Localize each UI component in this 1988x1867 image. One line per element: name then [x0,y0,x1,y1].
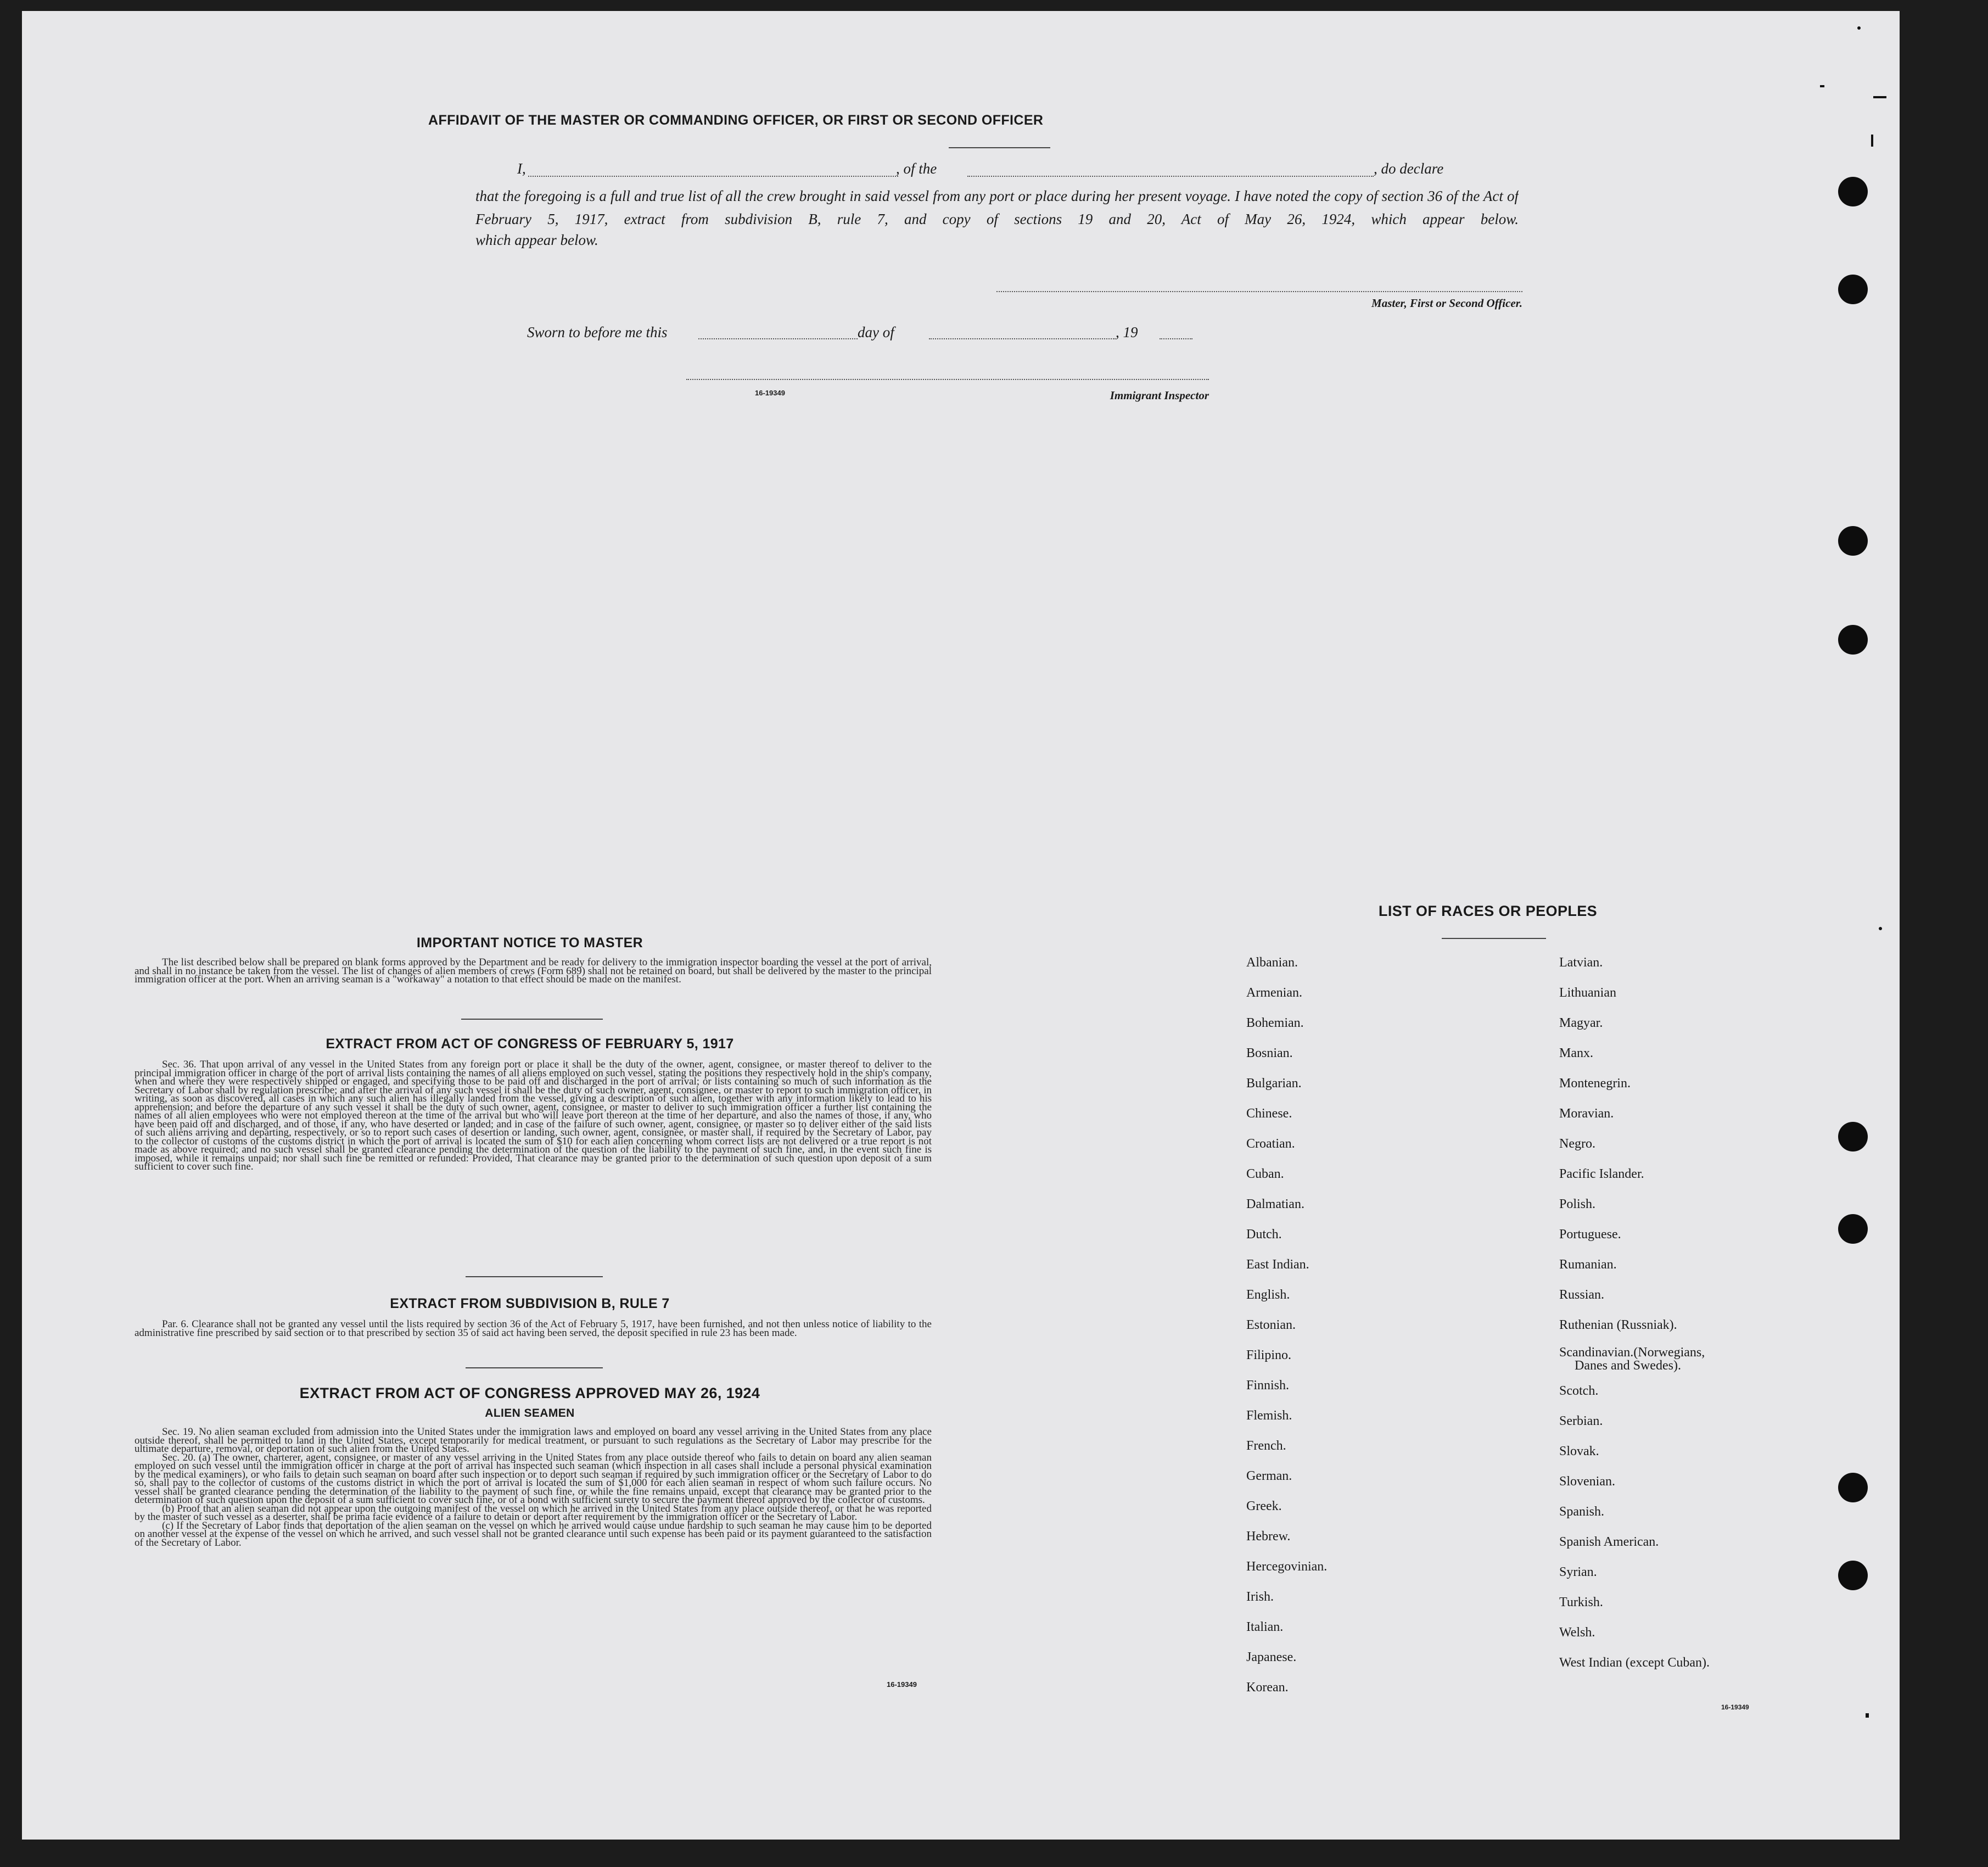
race-item: Montenegrin. [1559,1076,1631,1091]
race-item: Spanish American. [1559,1535,1659,1549]
race-item: Ruthenian (Russniak). [1559,1318,1677,1332]
extract-rule7-title: EXTRACT FROM SUBDIVISION B, RULE 7 [390,1296,670,1311]
race-item: Rumanian. [1559,1257,1617,1272]
punch-hole [1838,625,1868,655]
race-item: Albanian. [1246,955,1298,970]
races-right-column [1559,948,1710,1678]
race-item: Hercegovinian. [1246,1559,1328,1574]
affidavit-i-label: I, [517,160,526,177]
race-item: Armenian. [1246,986,1302,1000]
race-item: Syrian. [1559,1565,1597,1579]
race-item: German. [1246,1469,1292,1483]
punch-hole [1838,275,1868,304]
race-item: Portuguese. [1559,1227,1621,1242]
sworn-year: , 19 [1116,324,1138,340]
race-item: Filipino. [1246,1348,1292,1362]
divider [949,147,1050,148]
punch-hole [1838,1561,1868,1590]
race-item: Cuban. [1246,1167,1284,1181]
affidavit-declaration-line [475,160,1520,185]
races-title: LIST OF RACES OR PEOPLES [1378,903,1598,919]
race-item: Japanese. [1246,1650,1297,1664]
race-item: Dalmatian. [1246,1197,1304,1211]
signature-label: Master, First or Second Officer. [1371,297,1522,310]
race-item: Dutch. [1246,1227,1282,1242]
race-item: Bosnian. [1246,1046,1293,1060]
race-item: Croatian. [1246,1137,1295,1151]
race-item: Scotch. [1559,1384,1599,1398]
race-item [1559,1340,1710,1376]
race-item: Flemish. [1246,1408,1292,1423]
notice-text: The list described below shall be prepared on blank forms approved by the Department and be ready for delivery to the immigration inspector boarding the vessel at the port of arrival, and shall in no instance be taken from the vessel. The list of changes of alien members of crews (Form 689) shall not be retained on board, but shall be delivered by the master to the principal immigration officer at the port. When an arriving seaman is a "workaway" a notation to that effect should be made on the manifest. [135,957,932,985]
races-left-column [1246,948,1327,1703]
divider [1442,938,1546,939]
race-item: Greek. [1246,1499,1282,1513]
form-number: 16-19349 [1721,1703,1749,1711]
vessel-blank[interactable] [967,174,1374,177]
race-item: French. [1246,1439,1286,1453]
notice-title: IMPORTANT NOTICE TO MASTER [416,935,643,951]
race-item: Finnish. [1246,1378,1290,1393]
divider [466,1276,603,1277]
section-20a: Sec. 20. (a) The owner, charterer, agent, consignee, or master of any vessel arriving in the United States from any place outside thereof who fails to detain on board any alien seaman employed on such vessel until the immigration officer in charge at the port of arrival has inspected such seaman (which inspection in all cases shall include a personal physical examination by the medical examiners), or who fails to detain such seaman on board after such inspection or to deport such seaman if required by such immigration officer or the Secretary of Labor to do so, shall pay to the collector of customs of the customs district in which the port of arrival is located the sum of $1,000 for each alien seaman in respect of whom such failure occurs. No vessel shall be granted clearance pending the determination of the liability to the payment of such fine, or while the fine remains unpaid, except that clearance may be granted prior to the determination of such question upon the deposit of a sum sufficient to cover such fine, or of a bond with sufficient surety to secure the payment thereof approved by the collector of customs. [135,1451,932,1506]
race-item-continuation: Danes and Swedes). [1575,1359,1681,1373]
race-item: English. [1246,1288,1290,1302]
race-item: Latvian. [1559,955,1603,970]
race-item: Magyar. [1559,1016,1603,1030]
inspector-label: Immigrant Inspector [1110,389,1209,402]
extract-1917-title: EXTRACT FROM ACT OF CONGRESS OF FEBRUARY 5, 1917 [326,1036,734,1052]
extract-1924-title: EXTRACT FROM ACT OF CONGRESS APPROVED MAY 26, 1924 [299,1385,760,1401]
race-item: Lithuanian [1559,986,1616,1000]
race-item: Slovenian. [1559,1474,1615,1489]
edge-speck [1879,927,1882,930]
punch-hole [1838,1214,1868,1244]
affidavit-title: AFFIDAVIT OF THE MASTER OR COMMANDING OFFICER, OR FIRST OR SECOND OFFICER [428,113,1044,128]
year-blank[interactable] [1160,336,1192,339]
day-blank[interactable] [698,336,858,339]
sworn-prefix: Sworn to before me this [527,324,668,340]
punch-hole [1838,1122,1868,1151]
edge-speck [1866,1713,1869,1718]
extract-1917-text: Sec. 36. That upon arrival of any vessel in the United States from any foreign port or place it shall be the duty of the owner, agent, consignee, or master thereof to deliver to the principal immigration officer in charge of the port of arrival lists containing the names of all aliens employed on such vessel, stating the positions they respectively hold in the ship's company, when and where they were respectively shipped or engaged, and specifying those to be paid off and discharged in the port of arrival; or lists containing so much of such information as the Secretary of Labor shall by regulation prescribe; and after the arrival of any such vessel it shall be the duty of such owner, agent, consignee, or master to report to such immigration officer, in writing, as soon as discovered, all cases in which any such alien has illegally landed from the vessel, giving a description of such alien, together with any information likely to lead to his apprehension; and before the departure of any such vessel it shall be the duty of such owner, agent, consignee, or master to deliver to such immigration officer a further list containing the names of all alien employees who were not employed thereon at the time of the arrival but who will leave port thereon at the time of her departure, and also the names of those, if any, who have been paid off and discharged, and of those, if any, who have deserted or landed; and in case of the failure of such owner, agent, consignee, or master so to deliver either of the said lists of such aliens arriving and departing, respectively, or so to report such cases of desertion or landing, such owner, agent, consignee, or master shall, if required by the Secretary of Labor, pay to the collector of customs of the customs district in which the port of arrival is located the sum of $10 for each alien concerning whom correct lists are not delivered or a true report is not made as above required; and no such vessel shall be granted clearance pending the determination of the question of the liability to the payment of such fine, and, in the event such fine is imposed, while it remains unpaid; nor shall such fine be remitted or refunded: Provided, That clearance may be granted prior to the determination of such question upon deposit of a sum sufficient to cover such fine. [135,1059,932,1172]
race-item: Moravian. [1559,1106,1614,1121]
sworn-line [527,324,1219,346]
edge-speck [1873,96,1886,98]
race-item: Spanish. [1559,1505,1605,1519]
race-item: Hebrew. [1246,1529,1291,1544]
race-item: Manx. [1559,1046,1593,1060]
edge-speck [1820,85,1824,87]
inspector-signature-line[interactable] [686,379,1209,380]
extract-rule7-text: Par. 6. Clearance shall not be granted any vessel until the lists required by section 36 of the Act of February 5, 1917, have been furnished, and not then unless notice of liability to the administrative fine prescribed by said section or to that prescribed by section 35 of said act having been served, the deposit specified in rule 23 has been made. [135,1318,932,1339]
race-item: Slovak. [1559,1444,1599,1458]
race-item: Turkish. [1559,1595,1603,1609]
punch-hole [1838,1473,1868,1502]
race-item: Italian. [1246,1620,1284,1634]
month-blank[interactable] [929,336,1116,339]
affidavit-body-end: which appear below. [475,232,598,248]
affidavit-declare-label: , do declare [1374,160,1444,177]
race-item: Korean. [1246,1680,1289,1695]
divider [466,1367,603,1368]
signature-line[interactable] [996,291,1522,292]
section-20c: (c) If the Secretary of Labor finds that deportation of the alien seaman on the vessel on which he arrived would cause undue hardship to such seaman he may cause him to be deported on another vessel at the expense of the vessel on which he arrived, and such vessel shall not be granted clearance until such expense has been paid or its payment guaranteed to the satisfaction of the Secretary of Labor. [135,1519,932,1549]
affidavit-body: that the foregoing is a full and true list of all the crew brought in said vessel from any port or place during her present voyage. I have noted the copy of section 36 of the Act of February 5, 1917, extract from subdivision B, rule 7, and copy of sections 19 and 20, Act of May 26, 1924, which appear below. [475,188,1519,227]
race-item: Welsh. [1559,1625,1595,1640]
race-item: Estonian. [1246,1318,1296,1332]
race-item: Bohemian. [1246,1016,1304,1030]
extract-1924-subtitle: ALIEN SEAMEN [485,1407,575,1419]
race-item: Bulgarian. [1246,1076,1302,1091]
name-blank[interactable] [528,174,898,177]
affidavit-of-the-label: , of the [896,160,937,177]
edge-speck [1871,135,1873,147]
form-number: 16-19349 [755,389,785,397]
race-item: Negro. [1559,1137,1595,1151]
race-item: Russian. [1559,1288,1605,1302]
section-19: Sec. 19. No alien seaman excluded from admission into the United States under the immigration laws and employed on board any vessel arriving in the United States from any place outside thereof, shall be permitted to land in the United States, except temporarily for medical treatment, or pursuant to such regulations as the Secretary of Labor may prescribe for the ultimate departure, removal, or deportation of such alien from the United States. [135,1426,932,1455]
form-number: 16-19349 [887,1680,917,1689]
punch-hole [1838,526,1868,556]
race-item: Pacific Islander. [1559,1167,1644,1181]
section-20b: (b) Proof that an alien seaman did not appear upon the outgoing manifest of the vessel on which he arrived in the United States from any place outside thereof, or that he was reported by the master of such vessel as a deserter, shall be prima facie evidence of a failure to detain or deport after requirement by the immigration officer or the Secretary of Labor. [135,1502,932,1523]
race-item: Irish. [1246,1590,1274,1604]
race-item: Polish. [1559,1197,1596,1211]
race-item-line: Scandinavian.(Norwegians, [1559,1345,1705,1360]
sworn-day-of: day of [858,324,894,340]
edge-speck [1857,26,1861,30]
punch-hole [1838,177,1868,206]
divider [461,1019,603,1020]
race-item: Chinese. [1246,1106,1292,1121]
extract-1924-text [135,1428,932,1547]
race-item: East Indian. [1246,1257,1309,1272]
race-item: Serbian. [1559,1414,1603,1428]
race-item: West Indian (except Cuban). [1559,1656,1710,1670]
